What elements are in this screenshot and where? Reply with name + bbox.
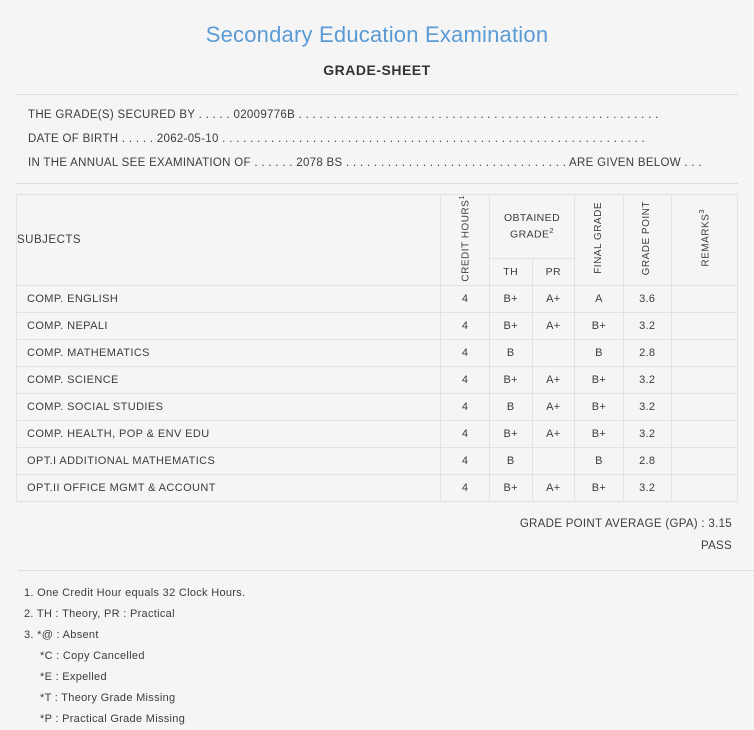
table-row xyxy=(17,447,738,474)
cell-remarks xyxy=(671,339,737,366)
cell-practical: A+ xyxy=(532,393,575,420)
cell-subject: COMP. NEPALI xyxy=(17,312,441,339)
table-row xyxy=(17,420,738,447)
credit-hours-label: CREDIT HOURS xyxy=(460,199,472,282)
table-row xyxy=(17,339,738,366)
cell-theory: B+ xyxy=(489,420,532,447)
cell-practical xyxy=(532,447,575,474)
column-header-obtained-grade xyxy=(489,195,574,259)
info-tail-given-below: ARE GIVEN BELOW . . . xyxy=(569,157,702,169)
column-header-grade-point xyxy=(623,195,671,286)
obtained-grade-footnote-marker: 2 xyxy=(549,225,554,235)
cell-practical: A+ xyxy=(532,285,575,312)
remarks-footnote-marker: 3 xyxy=(696,209,706,215)
column-header-theory: TH xyxy=(489,259,532,285)
info-value-date-of-birth: 2062-05-10 xyxy=(156,133,219,145)
cell-credit: 4 xyxy=(441,339,489,366)
info-line-exam-year xyxy=(16,151,738,175)
cell-credit: 4 xyxy=(441,474,489,501)
cell-subject: OPT.I ADDITIONAL MATHEMATICS xyxy=(17,447,441,474)
cell-subject: COMP. MATHEMATICS xyxy=(17,339,441,366)
cell-final-grade: B+ xyxy=(575,312,623,339)
cell-theory: B xyxy=(489,447,532,474)
grades-table xyxy=(16,194,738,502)
page-title: Secondary Education Examination xyxy=(205,22,549,47)
cell-practical: A+ xyxy=(532,474,575,501)
obtained-grade-label: OBTAINED GRADE xyxy=(503,212,561,241)
cell-remarks xyxy=(671,366,737,393)
cell-practical xyxy=(532,339,575,366)
cell-final-grade: B+ xyxy=(575,393,623,420)
info-value-symbol-number: 02009776B xyxy=(233,109,296,121)
info-dots-2a: . . . . . xyxy=(118,133,157,145)
footnotes-block xyxy=(18,570,754,730)
cell-subject: COMP. HEALTH, POP & ENV EDU xyxy=(17,420,441,447)
cell-remarks xyxy=(671,474,737,501)
cell-practical: A+ xyxy=(532,420,575,447)
info-line-grades-secured xyxy=(16,103,738,127)
cell-final-grade: B+ xyxy=(575,420,623,447)
cell-theory: B+ xyxy=(489,285,532,312)
cell-theory: B+ xyxy=(489,474,532,501)
cell-practical: A+ xyxy=(532,366,575,393)
info-label-exam-year: IN THE ANNUAL SEE EXAMINATION OF xyxy=(28,157,251,169)
student-info-block xyxy=(16,94,738,184)
cell-grade-point: 3.2 xyxy=(623,312,671,339)
cell-remarks xyxy=(671,447,737,474)
column-header-practical: PR xyxy=(532,259,575,285)
info-label-grades-secured: THE GRADE(S) SECURED BY xyxy=(28,109,196,121)
column-header-remarks xyxy=(671,195,737,286)
cell-remarks xyxy=(671,393,737,420)
cell-theory: B+ xyxy=(489,312,532,339)
cell-credit: 4 xyxy=(441,285,489,312)
footnote-item: *P : Practical Grade Missing xyxy=(40,712,186,725)
cell-final-grade: B+ xyxy=(575,366,623,393)
cell-credit: 4 xyxy=(441,393,489,420)
credit-hours-footnote-marker: 1 xyxy=(457,195,467,200)
table-row xyxy=(17,474,738,501)
cell-remarks xyxy=(671,312,737,339)
gpa-summary: GRADE POINT AVERAGE (GPA) : 3.15 xyxy=(519,517,732,530)
cell-final-grade: A xyxy=(575,285,623,312)
cell-subject: COMP. SOCIAL STUDIES xyxy=(17,393,441,420)
cell-grade-point: 2.8 xyxy=(623,339,671,366)
grades-table-body xyxy=(17,285,738,501)
cell-credit: 4 xyxy=(441,366,489,393)
cell-remarks xyxy=(671,285,737,312)
cell-subject: COMP. SCIENCE xyxy=(17,366,441,393)
cell-grade-point: 3.2 xyxy=(623,474,671,501)
info-value-exam-year: 2078 BS xyxy=(296,157,343,169)
column-header-final-grade xyxy=(575,195,623,286)
info-dots-3a: . . . . . . xyxy=(250,157,297,169)
footnote-item: 3. *@ : Absent xyxy=(24,628,99,641)
info-dots-3b: . . . . . . . . . . . . . . . . . . . . . . . . . . . . . . . . xyxy=(342,157,570,169)
cell-grade-point: 3.2 xyxy=(623,420,671,447)
cell-grade-point: 3.2 xyxy=(623,366,671,393)
cell-theory: B+ xyxy=(489,366,532,393)
remarks-label: REMARKS xyxy=(699,214,711,268)
footnote-item: *C : Copy Cancelled xyxy=(40,649,145,662)
info-dots-1a: . . . . . xyxy=(195,109,234,121)
footnote-item: *T : Theory Grade Missing xyxy=(40,691,176,704)
info-dots-1b: . . . . . . . . . . . . . . . . . . . . . . . . . . . . . . . . . . . . . . . . . . . . . . . . . . . . xyxy=(295,109,659,121)
info-line-date-of-birth xyxy=(16,127,738,151)
column-header-subjects: SUBJECTS xyxy=(17,195,441,286)
column-header-credit-hours xyxy=(441,195,489,286)
result-status: PASS xyxy=(700,539,732,552)
cell-grade-point: 3.6 xyxy=(623,285,671,312)
footnote-item: *E : Expelled xyxy=(40,670,107,683)
cell-grade-point: 3.2 xyxy=(623,393,671,420)
table-row xyxy=(17,366,738,393)
cell-practical: A+ xyxy=(532,312,575,339)
table-row xyxy=(17,312,738,339)
cell-remarks xyxy=(671,420,737,447)
cell-final-grade: B xyxy=(575,447,623,474)
table-row xyxy=(17,285,738,312)
table-row xyxy=(17,393,738,420)
cell-subject: OPT.II OFFICE MGMT & ACCOUNT xyxy=(17,474,441,501)
info-label-date-of-birth: DATE OF BIRTH xyxy=(28,133,119,145)
cell-final-grade: B xyxy=(575,339,623,366)
cell-final-grade: B+ xyxy=(575,474,623,501)
page-subtitle: GRADE-SHEET xyxy=(323,62,431,78)
grades-table-wrapper xyxy=(16,194,738,502)
footnote-item: 1. One Credit Hour equals 32 Clock Hours. xyxy=(24,586,246,599)
footnote-item: 2. TH : Theory, PR : Practical xyxy=(24,607,175,620)
cell-credit: 4 xyxy=(441,312,489,339)
grade-point-label: GRADE POINT xyxy=(641,201,652,276)
grades-table-head xyxy=(17,195,738,286)
info-dots-2b: . . . . . . . . . . . . . . . . . . . . . . . . . . . . . . . . . . . . . . . . . . . . . . . . . . . . . . . . . . . . . xyxy=(218,133,646,145)
cell-credit: 4 xyxy=(441,447,489,474)
cell-grade-point: 2.8 xyxy=(623,447,671,474)
cell-theory: B xyxy=(489,393,532,420)
cell-subject: COMP. ENGLISH xyxy=(17,285,441,312)
cell-credit: 4 xyxy=(441,420,489,447)
grades-header-row xyxy=(17,195,738,259)
cell-theory: B xyxy=(489,339,532,366)
final-grade-label: FINAL GRADE xyxy=(592,202,604,275)
